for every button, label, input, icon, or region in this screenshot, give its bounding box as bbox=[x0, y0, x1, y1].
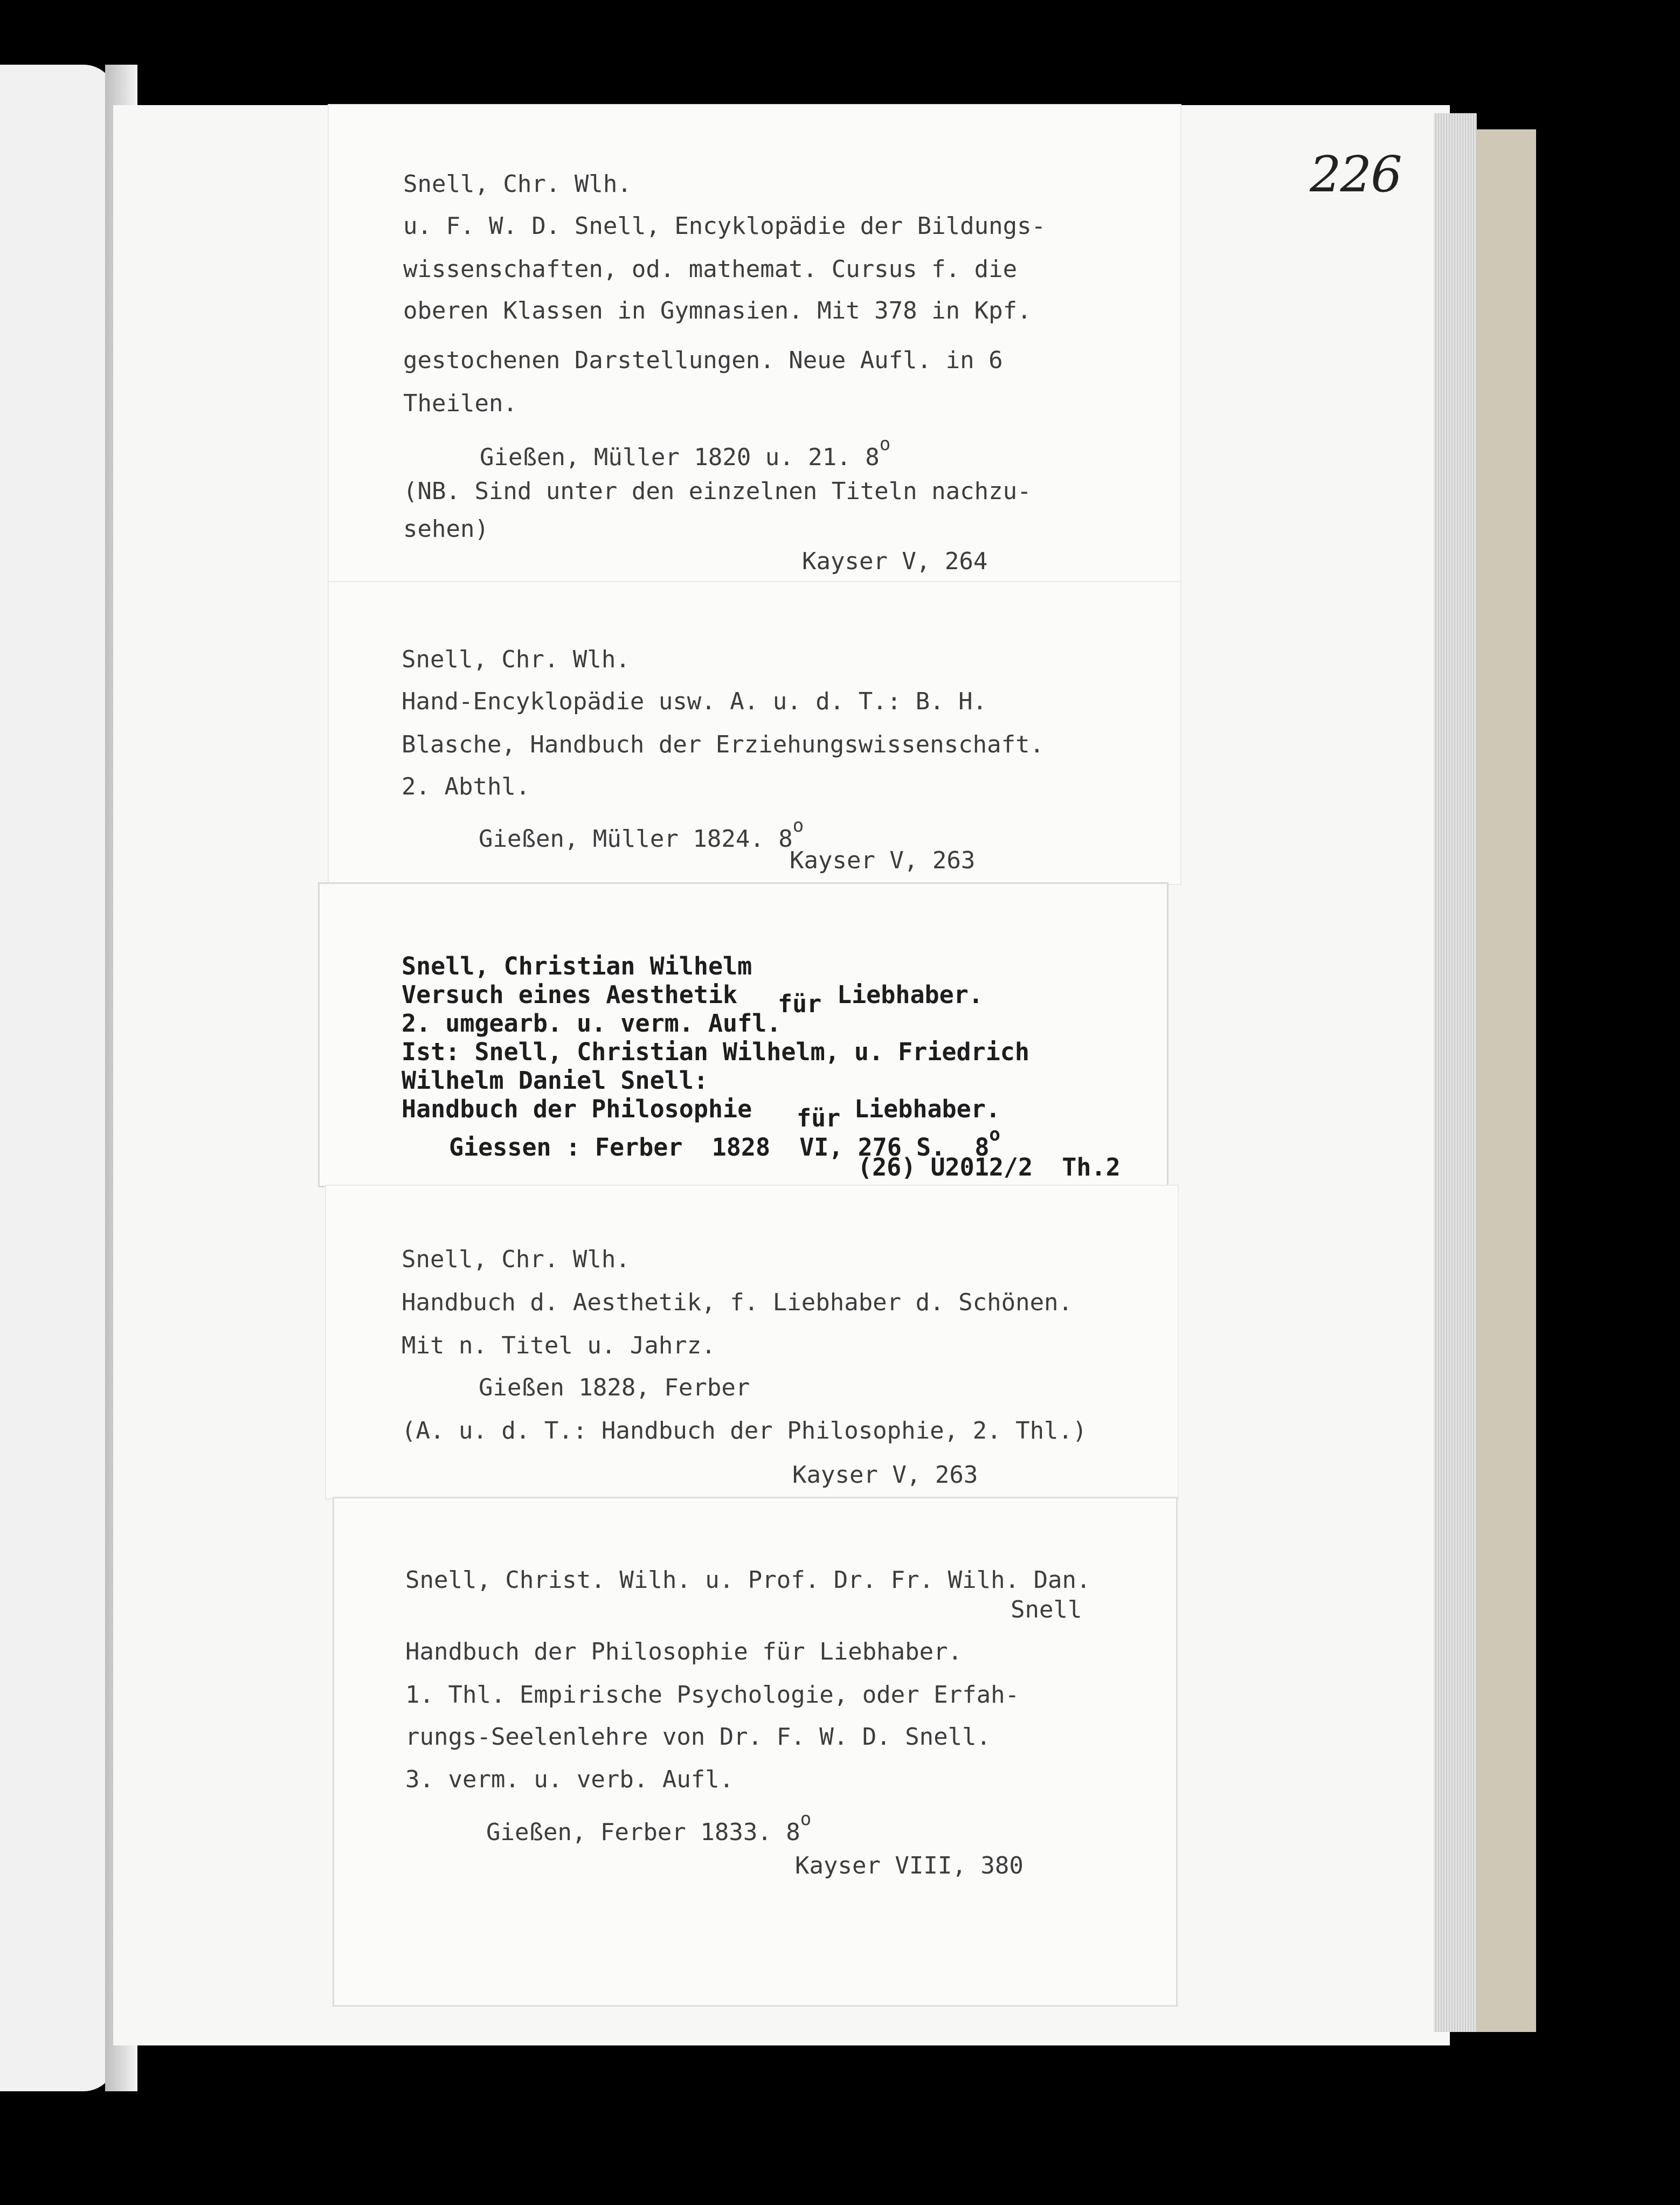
card-line: Giessen : Ferber 1828 VI, 276 S. 8$^o$ bbox=[449, 1124, 1000, 1162]
catalog-card-5 bbox=[334, 1498, 1176, 2005]
card-line: 1. Thl. Empirische Psychologie, oder Erfah- bbox=[405, 1681, 1020, 1709]
card-line: Hand-Encyklopädie usw. A. u. d. T.: B. H. bbox=[402, 688, 987, 715]
source-reference: Kayser V, 264 bbox=[802, 548, 988, 575]
card-line: Snell, Chr. Wlh. bbox=[402, 1246, 630, 1273]
card-line: für bbox=[797, 1104, 841, 1132]
card-line: Theilen. bbox=[403, 390, 517, 417]
card-line: Versuch eines Aesthetik bbox=[402, 980, 738, 1009]
card-line: 3. verm. u. verb. Aufl. bbox=[405, 1766, 734, 1793]
card-line: Wilhelm Daniel Snell: bbox=[402, 1066, 708, 1095]
card-line: Mit n. Titel u. Jahrz. bbox=[402, 1332, 716, 1359]
source-reference: Kayser VIII, 380 bbox=[795, 1852, 1024, 1879]
card-line: Snell, Christ. Wilh. u. Prof. Dr. Fr. Wilh. Dan. bbox=[405, 1566, 1091, 1594]
card-line: Handbuch d. Aesthetik, f. Liebhaber d. Schönen. bbox=[402, 1289, 1073, 1316]
source-reference: Kayser V, 263 bbox=[790, 847, 976, 874]
card-line: u. F. W. D. Snell, Encyklopädie der Bildungs- bbox=[403, 212, 1046, 240]
card-line: Handbuch der Philosophie bbox=[402, 1095, 752, 1123]
card-line: Gießen, Ferber 1833. 8$^o$ bbox=[486, 1808, 812, 1846]
shelf-mark: (26) U2012/2 Th.2 bbox=[858, 1153, 1121, 1181]
card-line: Snell, Chr. Wlh. bbox=[402, 646, 630, 673]
card-line: rungs-Seelenlehre von Dr. F. W. D. Snell. bbox=[405, 1723, 991, 1751]
card-line: Gießen, Müller 1824. 8$^o$ bbox=[479, 815, 804, 853]
card-line: 2. umgearb. u. verm. Aufl. bbox=[402, 1009, 782, 1038]
page-edges bbox=[1434, 113, 1477, 2032]
card-line: Liebhaber. bbox=[837, 980, 983, 1009]
card-line: (NB. Sind unter den einzelnen Titeln nachzu- bbox=[403, 478, 1032, 505]
catalog-card-3 bbox=[320, 884, 1167, 1186]
card-line: sehen) bbox=[403, 515, 489, 543]
catalog-card-2 bbox=[329, 582, 1180, 884]
card-line: (A. u. d. T.: Handbuch der Philosophie, 2. Thl.) bbox=[402, 1417, 1087, 1444]
catalog-card-4 bbox=[326, 1186, 1178, 1498]
card-line: oberen Klassen in Gymnasien. Mit 378 in Kpf. bbox=[403, 297, 1032, 324]
left-page bbox=[0, 65, 116, 2091]
card-line: Liebhaber. bbox=[854, 1095, 1000, 1123]
source-reference: Kayser V, 263 bbox=[792, 1461, 978, 1489]
card-line: Snell bbox=[1011, 1596, 1082, 1623]
card-line: Handbuch der Philosophie für Liebhaber. bbox=[405, 1638, 963, 1665]
card-line: Blasche, Handbuch der Erziehungswissenschaft. bbox=[402, 731, 1045, 758]
card-line: Snell, Chr. Wlh. bbox=[403, 170, 632, 198]
card-line: Gießen, Müller 1820 u. 21. 8$^o$ bbox=[480, 433, 891, 471]
card-line: 2. Abthl. bbox=[402, 773, 530, 800]
catalog-card-1 bbox=[329, 105, 1180, 582]
card-line: Gießen 1828, Ferber bbox=[479, 1374, 750, 1401]
card-line: für bbox=[778, 990, 822, 1018]
card-line: Ist: Snell, Christian Wilhelm, u. Friedrich bbox=[402, 1038, 1029, 1066]
page-number: 226 bbox=[1310, 146, 1401, 203]
card-line: gestochenen Darstellungen. Neue Aufl. in 6 bbox=[403, 347, 1003, 374]
card-line: Snell, Christian Wilhelm bbox=[402, 952, 752, 980]
card-line: wissenschaften, od. mathemat. Cursus f. die bbox=[403, 255, 1018, 283]
